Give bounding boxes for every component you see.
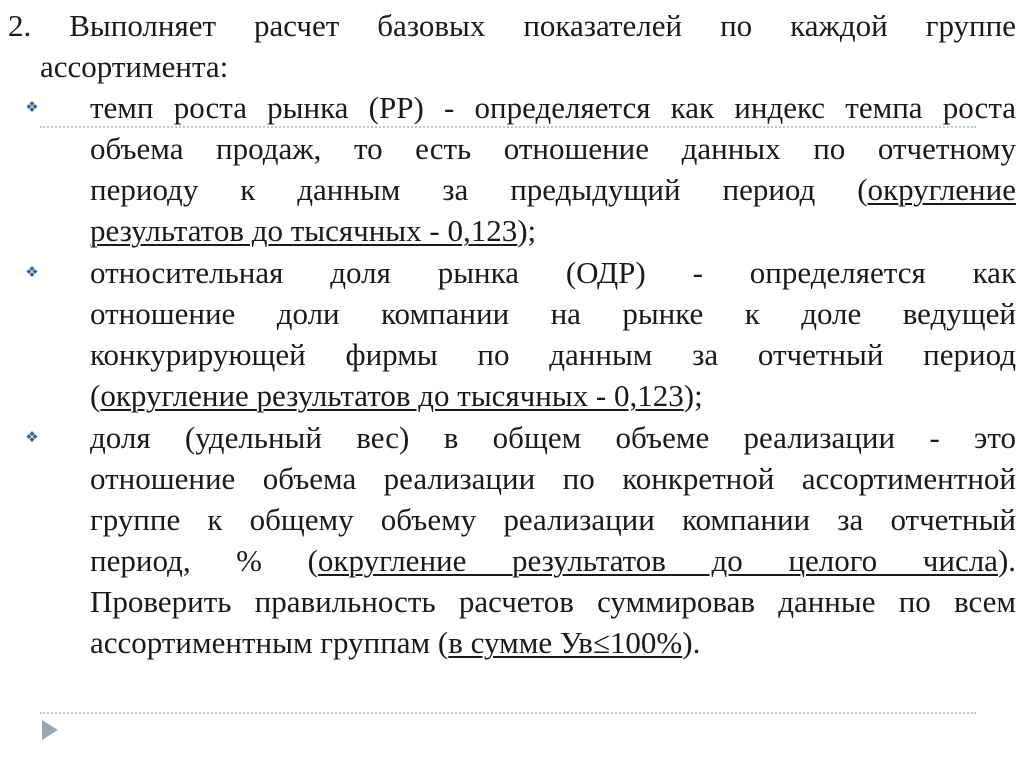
heading-line-2: ассортимента:: [40, 49, 229, 84]
item-1-line-2: объема продаж, то есть отношение данных по отчетному: [90, 131, 1016, 166]
underlined-text: округление результатов до тысячных - 0,123: [100, 378, 684, 413]
item-3-line-4: период, % (округление результатов до целого числа).: [90, 543, 1017, 578]
item-1-line-3: периоду к данным за предыдущий период (округление: [90, 172, 1016, 207]
underlined-text: округление: [867, 172, 1016, 207]
item-3-line-6: ассортиментным группам (в сумме Ув≤100%).: [90, 625, 701, 660]
item-1-line-1: темп роста рынка (РР) - определяется как индекс темпа роста: [90, 90, 1016, 125]
item-2-line-1: относительная доля рынка (ОДР) - определяется как: [90, 255, 1016, 290]
item-1-line-4: результатов до тысячных - 0,123);: [90, 213, 537, 248]
item-2-line-4: (округление результатов до тысячных - 0,123);: [90, 378, 703, 413]
diamond-bullet-icon: ❖: [25, 98, 39, 116]
footer-dotted-divider: [40, 712, 976, 714]
item-3-line-1: доля (удельный вес) в общем объеме реализации - это: [90, 420, 1016, 455]
heading-line-1: 2. Выполняет расчет базовых показателей по каждой группе: [8, 8, 1016, 43]
item-3-line-3: группе к общему объему реализации компании за отчетный: [90, 502, 1016, 537]
diamond-bullet-icon: ❖: [25, 428, 39, 446]
item-2-line-3: конкурирующей фирмы по данным за отчетный период: [90, 337, 1016, 372]
underlined-text: в сумме Ув≤100%: [448, 625, 683, 660]
diamond-bullet-icon: ❖: [25, 263, 39, 281]
item-2-line-2: отношение доли компании на рынке к доле ведущей: [90, 296, 1016, 331]
underlined-text: результатов до тысячных - 0,123: [90, 213, 518, 248]
next-slide-arrow-icon[interactable]: [42, 720, 58, 740]
underlined-text: округление результатов до целого числа: [317, 543, 998, 578]
item-3-line-5: Проверить правильность расчетов суммировав данные по всем: [90, 584, 1016, 619]
item-3-line-2: отношение объема реализации по конкретной ассортиментной: [90, 461, 1016, 496]
